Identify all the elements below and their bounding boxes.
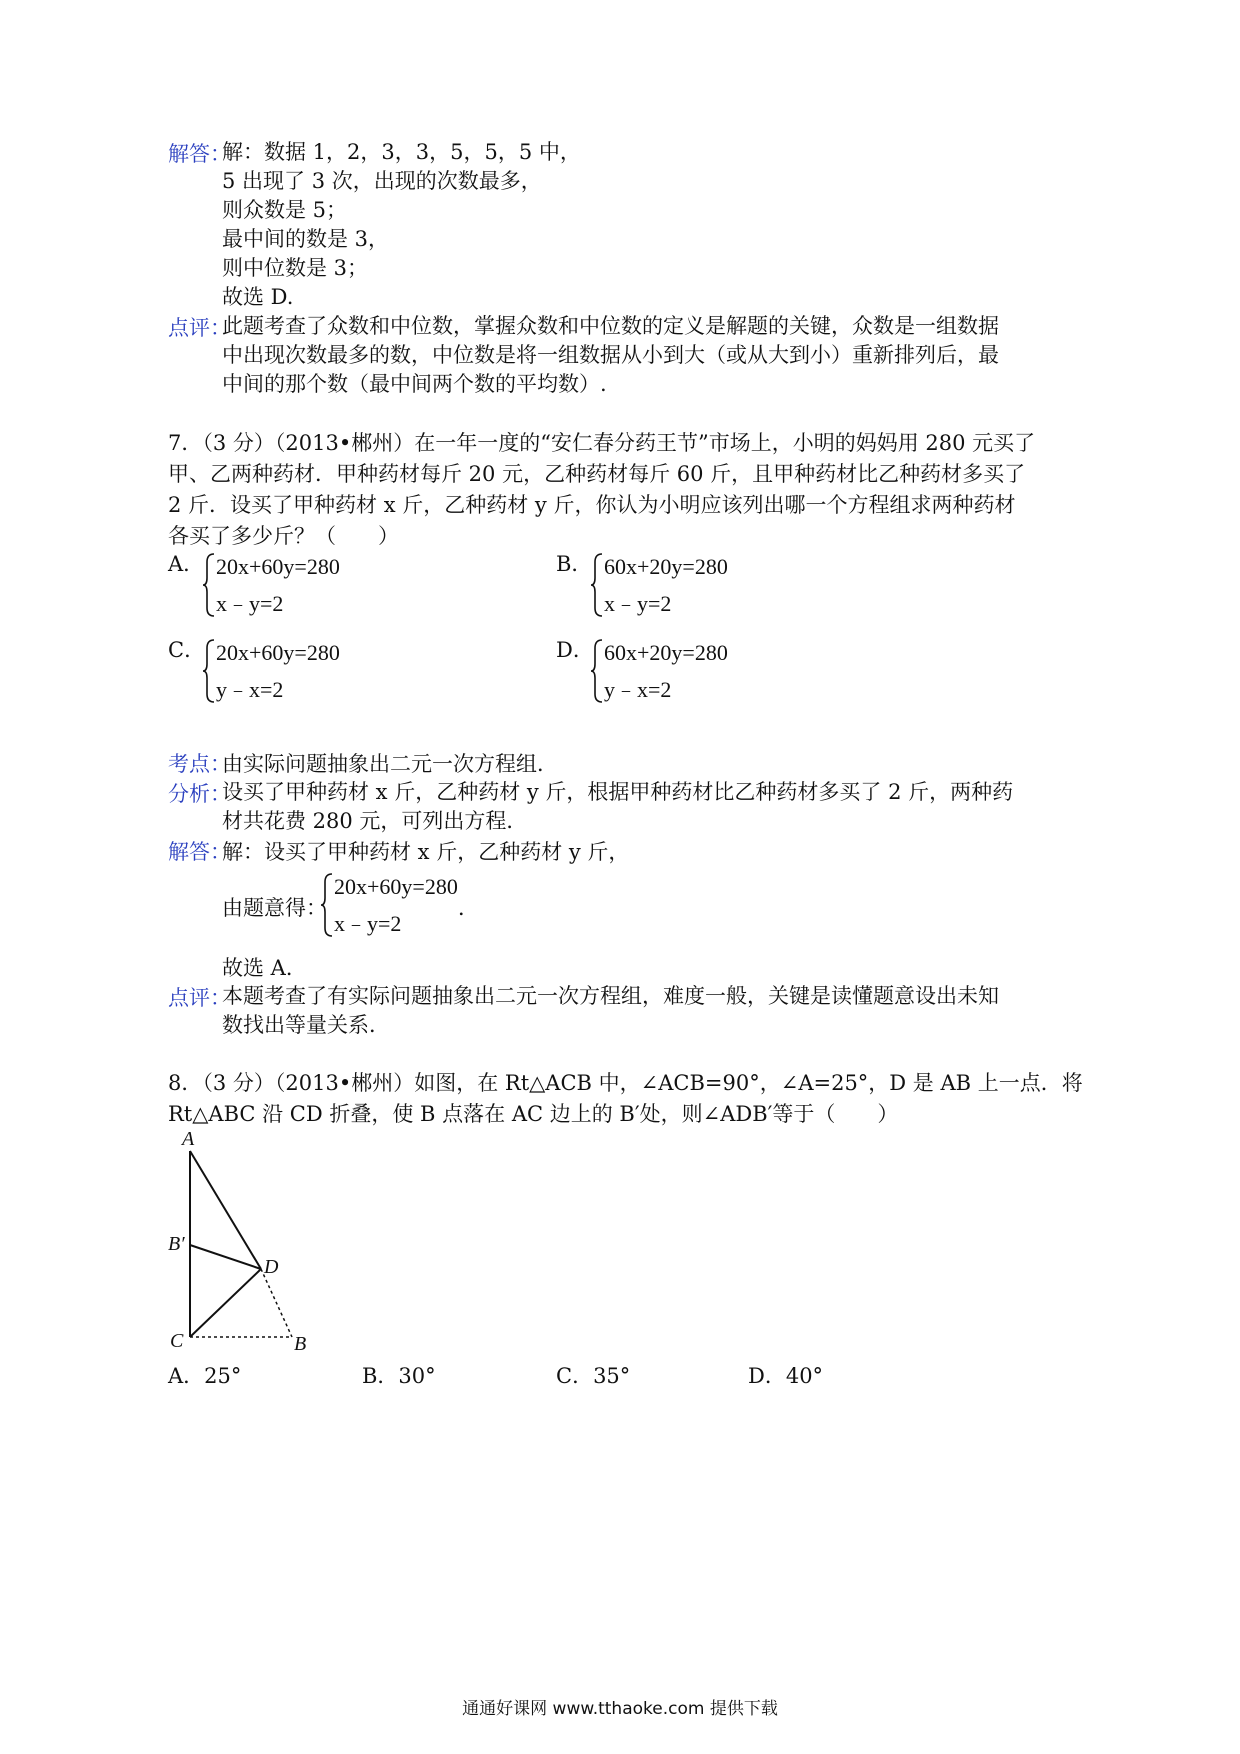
segment-bprime-d	[190, 1245, 261, 1269]
q7-option-d-letter: D．	[556, 638, 594, 662]
sec6-dianping-block	[222, 312, 999, 399]
q7-option-c-eq2: y﹣x=2	[216, 677, 284, 702]
q7-stem-line: 7．（3 分）（2013•郴州）在一年一度的“安仁春分药王节”市场上，小明的妈妈用 280 元买了	[168, 431, 1036, 455]
segment-cd	[190, 1269, 261, 1337]
sec6-dianping-label: 点评：	[168, 316, 231, 340]
sec6-jieda-line: 故选 D.	[222, 285, 294, 309]
q7-jieda-eq1: 20x+60y=280	[334, 874, 458, 899]
q7-fenxi-line: 设买了甲种药材 x 斤，乙种药材 y 斤，根据甲种药材比乙种药材多买了 2 斤，两种药	[222, 780, 1014, 804]
q7-option-d-eq1: 60x+20y=280	[604, 640, 728, 665]
q7-jieda-line1: 解：设买了甲种药材 x 斤，乙种药材 y 斤，	[222, 840, 630, 864]
q7-jieda-last: 故选 A．	[222, 956, 307, 980]
q7-stem-line: 甲、乙两种药材．甲种药材每斤 20 元，乙种药材每斤 60 斤，且甲种药材比乙种药材多买了	[168, 462, 1026, 486]
q8-stem-line: Rt△ABC 沿 CD 折叠，使 B 点落在 AC 边上的 B′处，则∠ADB′等于（ ）	[168, 1102, 899, 1126]
q7-dianping-label: 点评：	[168, 986, 231, 1010]
q8-option-c: C．35°	[556, 1364, 631, 1388]
label-d: D	[264, 1256, 279, 1278]
brace-icon	[590, 552, 604, 618]
label-b-prime: B′	[168, 1233, 185, 1255]
q7-option-c-eq1: 20x+60y=280	[216, 640, 340, 665]
q8-figure	[160, 1125, 320, 1355]
q7-option-a-eq1: 20x+60y=280	[216, 554, 340, 579]
q7-option-d-system	[590, 638, 790, 704]
brace-icon	[202, 552, 216, 618]
label-c: C	[170, 1330, 184, 1352]
q7-option-a-letter: A．	[168, 552, 205, 576]
q7-dianping-block	[222, 982, 999, 1040]
q7-option-b-eq1: 60x+20y=280	[604, 554, 728, 579]
q8-option-d: D．40°	[748, 1364, 824, 1388]
q8-option-b: B．30°	[362, 1364, 436, 1388]
q7-option-b-letter: B．	[556, 552, 593, 576]
q7-fenxi-block	[222, 778, 1013, 836]
sec6-jieda-line: 5 出现了 3 次，出现的次数最多，	[222, 169, 542, 193]
q7-jieda-system	[320, 872, 480, 938]
page-footer: 通通好课网 www.tthaoke.com 提供下载	[462, 1699, 778, 1719]
sec6-jieda-line: 则中位数是 3；	[222, 256, 369, 280]
q7-kaodian-label: 考点：	[168, 752, 231, 776]
q7-kaodian-text: 由实际问题抽象出二元一次方程组．	[222, 752, 558, 776]
brace-icon	[320, 872, 334, 938]
brace-icon	[202, 638, 216, 704]
segment-db-dashed	[261, 1269, 292, 1337]
q7-fenxi-line: 材共花费 280 元，可列出方程．	[222, 809, 528, 833]
q7-jieda-label: 解答：	[168, 840, 231, 864]
sec6-jieda-line: 最中间的数是 3，	[222, 227, 390, 251]
sec6-jieda-line: 则众数是 5；	[222, 198, 348, 222]
q7-option-c-system	[202, 638, 402, 704]
q8-stem-line: 8．（3 分）（2013•郴州）如图，在 Rt△ACB 中，∠ACB=90°，∠A=25°，D 是 AB 上一点．将	[168, 1071, 1083, 1095]
brace-icon	[590, 638, 604, 704]
label-a: A	[182, 1128, 195, 1150]
label-b: B	[294, 1333, 307, 1355]
segment-ad	[190, 1151, 261, 1269]
sec6-jieda-block	[222, 138, 581, 312]
q7-option-a-system	[202, 552, 402, 618]
q8-option-a: A．25°	[168, 1364, 242, 1388]
sec6-jieda-line: 解：数据 1，2，3，3，5，5，5 中，	[222, 140, 581, 164]
q7-jieda-period: ．	[458, 896, 479, 920]
q7-option-b-eq2: x﹣y=2	[604, 591, 672, 616]
q7-stem-line: 各买了多少斤？（ ）	[168, 524, 399, 548]
q7-option-d-eq2: y﹣x=2	[604, 677, 672, 702]
sec6-dianping-line: 中出现次数最多的数，中位数是将一组数据从小到大（或从大到小）重新排列后，最	[222, 343, 999, 367]
sec6-dianping-line: 此题考查了众数和中位数，掌握众数和中位数的定义是解题的关键，众数是一组数据	[222, 314, 999, 338]
sec6-dianping-line: 中间的那个数（最中间两个数的平均数）.	[222, 372, 607, 396]
q7-stem	[168, 428, 1035, 552]
q7-dianping-line: 本题考查了有实际问题抽象出二元一次方程组，难度一般，关键是读懂题意设出未知	[222, 984, 999, 1008]
q7-dianping-line: 数找出等量关系．	[222, 1013, 390, 1037]
sec6-jieda-label: 解答：	[168, 142, 231, 166]
q7-stem-line: 2 斤．设买了甲种药材 x 斤，乙种药材 y 斤，你认为小明应该列出哪一个方程组求两种药材	[168, 493, 1016, 517]
q7-fenxi-label: 分析：	[168, 782, 231, 806]
q7-option-a-eq2: x﹣y=2	[216, 591, 284, 616]
q7-option-c-letter: C．	[168, 638, 206, 662]
q7-jieda-prefix: 由题意得：	[222, 896, 327, 920]
q8-stem	[168, 1068, 1083, 1130]
q7-jieda-eq2: x﹣y=2	[334, 911, 402, 936]
q7-option-b-system	[590, 552, 790, 618]
